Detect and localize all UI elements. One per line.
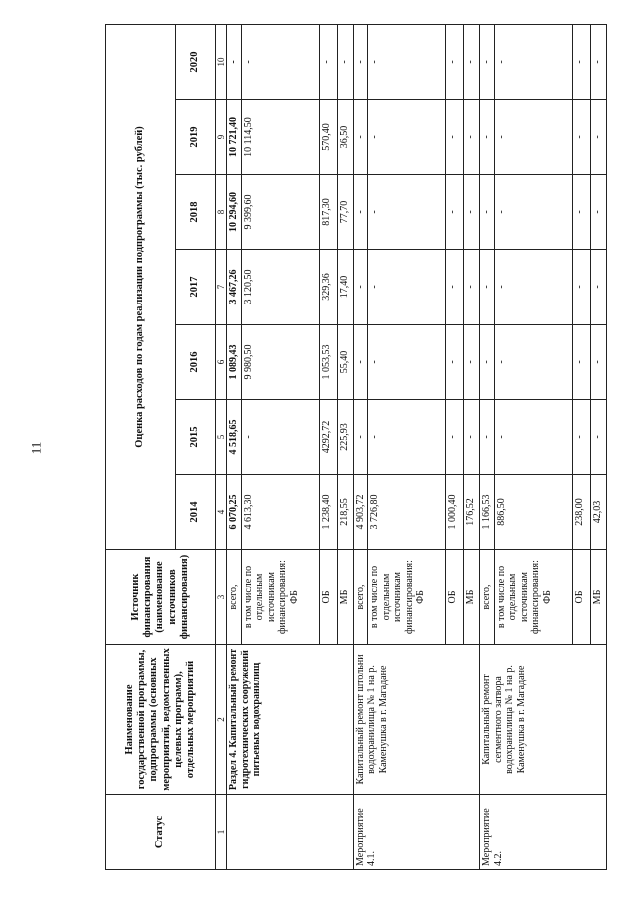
header-status: Статус (106, 795, 216, 870)
value-cell: - (494, 24, 572, 99)
value-cell: 9 399,60 (241, 175, 319, 250)
value-cell: - (494, 325, 572, 400)
value-cell: 4 903,72 (353, 475, 368, 550)
value-cell: 17,40 (337, 250, 353, 325)
value-cell: - (446, 24, 464, 99)
value-cell: - (572, 325, 590, 400)
value-cell: - (590, 24, 606, 99)
value-cell: - (590, 325, 606, 400)
table-row (353, 24, 368, 869)
value-cell: - (572, 100, 590, 175)
column-number: 10 (216, 24, 227, 99)
value-cell: - (590, 175, 606, 250)
value-cell: 3 726,80 (368, 475, 446, 550)
value-cell: - (494, 100, 572, 175)
value-cell: 886,50 (494, 475, 572, 550)
value-cell: - (368, 175, 446, 250)
table-row (227, 24, 242, 869)
value-cell: - (480, 400, 495, 475)
header-estimate: Оценка расходов по годам реализации подпрограммы (тыс. рублей) (106, 24, 176, 549)
column-number: 4 (216, 475, 227, 550)
column-number: 6 (216, 325, 227, 400)
value-cell: 1 238,40 (319, 475, 337, 550)
item-name-cell: Капитальный ремонт сегментного затвора водохранилища № 1 на р. Каменушка в г. Магадане (480, 645, 607, 795)
value-cell: - (353, 400, 368, 475)
value-cell: - (494, 400, 572, 475)
value-cell: 10 721,40 (227, 100, 242, 175)
funding-source-cell: ОБ (572, 550, 590, 645)
value-cell: - (353, 325, 368, 400)
value-cell: - (319, 24, 337, 99)
budget-table-container (105, 25, 603, 870)
header-year: 2016 (176, 325, 216, 400)
funding-source-cell: ОБ (319, 550, 337, 645)
header-name: Наименование государственной программы, подпрограммы (основных мероприятий, ведомственных целевых программ), отдельных мероприятий (106, 645, 216, 795)
value-cell: - (480, 325, 495, 400)
value-cell: - (241, 24, 319, 99)
value-cell: - (464, 250, 480, 325)
value-cell: - (337, 24, 353, 99)
value-cell: - (572, 400, 590, 475)
column-number: 7 (216, 250, 227, 325)
value-cell: 218,55 (337, 475, 353, 550)
column-number: 8 (216, 175, 227, 250)
value-cell: - (480, 175, 495, 250)
value-cell: - (227, 24, 242, 99)
header-year: 2017 (176, 250, 216, 325)
header-year: 2014 (176, 475, 216, 550)
value-cell: 225,93 (337, 400, 353, 475)
funding-source-cell: МБ (464, 550, 480, 645)
value-cell: - (446, 325, 464, 400)
funding-source-cell: всего, (227, 550, 242, 645)
value-cell: - (464, 24, 480, 99)
value-cell: - (464, 400, 480, 475)
value-cell: 4292,72 (319, 400, 337, 475)
funding-source-cell: в том числе по отдельным источникам финансирования: ФБ (494, 550, 572, 645)
value-cell: - (368, 24, 446, 99)
value-cell: - (446, 100, 464, 175)
value-cell: 6 070,25 (227, 475, 242, 550)
value-cell: 9 980,50 (241, 325, 319, 400)
item-name-cell: Капитальный ремонт штольни водохранилища № 1 на р. Каменушка в г. Магадане (353, 645, 480, 795)
budget-table (105, 24, 607, 870)
value-cell: 10 294,60 (227, 175, 242, 250)
value-cell: - (368, 100, 446, 175)
header-year: 2015 (176, 400, 216, 475)
value-cell: - (353, 24, 368, 99)
value-cell: 329,36 (319, 250, 337, 325)
value-cell: - (590, 250, 606, 325)
value-cell: 42,03 (590, 475, 606, 550)
value-cell: - (241, 400, 319, 475)
value-cell: 55,40 (337, 325, 353, 400)
value-cell: 176,52 (464, 475, 480, 550)
value-cell: 817,30 (319, 175, 337, 250)
value-cell: - (368, 400, 446, 475)
column-number: 1 (216, 795, 227, 870)
funding-source-cell: в том числе по отдельным источникам финансирования: ФБ (241, 550, 319, 645)
funding-source-cell: МБ (590, 550, 606, 645)
value-cell: - (368, 250, 446, 325)
value-cell: - (494, 175, 572, 250)
value-cell: - (353, 250, 368, 325)
value-cell: 3 467,26 (227, 250, 242, 325)
table-row (480, 24, 495, 869)
column-number: 9 (216, 100, 227, 175)
value-cell: - (353, 100, 368, 175)
value-cell: 1 000,40 (446, 475, 464, 550)
value-cell: - (464, 325, 480, 400)
funding-source-cell: МБ (337, 550, 353, 645)
status-cell: Мероприятие 4.1. (353, 795, 480, 870)
value-cell: 238,00 (572, 475, 590, 550)
value-cell: - (480, 24, 495, 99)
value-cell: - (464, 100, 480, 175)
value-cell: 1 053,53 (319, 325, 337, 400)
column-number: 2 (216, 645, 227, 795)
value-cell: - (572, 175, 590, 250)
header-year: 2018 (176, 175, 216, 250)
funding-source-cell: ОБ (446, 550, 464, 645)
value-cell: - (590, 400, 606, 475)
value-cell: - (353, 175, 368, 250)
funding-source-cell: в том числе по отдельным источникам финансирования: ФБ (368, 550, 446, 645)
page-number: 11 (28, 441, 44, 455)
value-cell: - (480, 250, 495, 325)
value-cell: - (368, 325, 446, 400)
value-cell: 1 089,43 (227, 325, 242, 400)
value-cell: - (572, 250, 590, 325)
value-cell: - (480, 100, 495, 175)
table-body (227, 24, 607, 869)
item-name-cell: Раздел 4. Капитальный ремонт гидротехнических сооружений питьевых водохранилищ (227, 645, 354, 795)
value-cell: - (572, 24, 590, 99)
value-cell: 570,40 (319, 100, 337, 175)
value-cell: - (446, 175, 464, 250)
value-cell: 4 613,30 (241, 475, 319, 550)
funding-source-cell: всего, (480, 550, 495, 645)
value-cell: 36,50 (337, 100, 353, 175)
funding-source-cell: всего, (353, 550, 368, 645)
column-number: 5 (216, 400, 227, 475)
value-cell: 4 518,65 (227, 400, 242, 475)
header-year: 2019 (176, 100, 216, 175)
value-cell: - (446, 400, 464, 475)
value-cell: 3 120,50 (241, 250, 319, 325)
status-cell (227, 795, 354, 870)
value-cell: 77,70 (337, 175, 353, 250)
column-number: 3 (216, 550, 227, 645)
status-cell: Мероприятие 4.2. (480, 795, 607, 870)
value-cell: - (494, 250, 572, 325)
header-year: 2020 (176, 24, 216, 99)
header-source: Источник финансирования (наименование источников финансирования) (106, 550, 216, 645)
value-cell: 10 114,50 (241, 100, 319, 175)
value-cell: - (464, 175, 480, 250)
value-cell: - (590, 100, 606, 175)
value-cell: 1 166,53 (480, 475, 495, 550)
value-cell: - (446, 250, 464, 325)
